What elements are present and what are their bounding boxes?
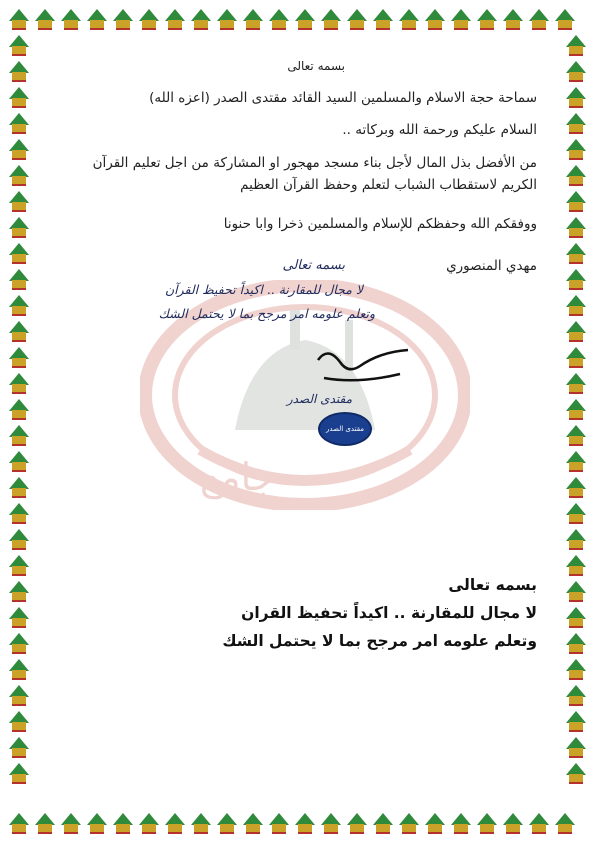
border-ornament-tile bbox=[563, 318, 589, 344]
border-ornament-tile bbox=[32, 6, 58, 32]
border-ornament-tile bbox=[6, 810, 32, 836]
border-ornament-tile bbox=[6, 422, 32, 448]
border-ornament-tile bbox=[6, 240, 32, 266]
border-ornament-tile bbox=[500, 6, 526, 32]
border-ornament-tile bbox=[552, 6, 578, 32]
border-ornament-tile bbox=[563, 370, 589, 396]
border-ornament-tile bbox=[6, 214, 32, 240]
border-ornament-tile bbox=[396, 810, 422, 836]
border-ornament-tile bbox=[344, 6, 370, 32]
border-ornament-tile bbox=[6, 526, 32, 552]
border-ornament-tile bbox=[563, 292, 589, 318]
border-ornament-tile bbox=[563, 58, 589, 84]
border-ornament-tile bbox=[563, 630, 589, 656]
border-ornament-tile bbox=[32, 810, 58, 836]
border-ornament-tile bbox=[563, 396, 589, 422]
border-ornament-tile bbox=[563, 422, 589, 448]
border-left bbox=[6, 32, 32, 810]
border-ornament-tile bbox=[6, 578, 32, 604]
transcription-line-2: وتعلم علومه امر مرجح بما لا يحتمل الشك bbox=[222, 632, 537, 650]
seal-text: مقتدى الصدر bbox=[326, 425, 364, 433]
border-ornament-tile bbox=[110, 810, 136, 836]
border-ornament-tile bbox=[396, 6, 422, 32]
letter-salutation: السلام عليكم ورحمة الله وبركاته .. bbox=[342, 122, 537, 138]
border-ornament-tile bbox=[500, 810, 526, 836]
transcription-line-1: لا مجال للمقارنة .. اكيداً تحفيظ القران bbox=[241, 604, 537, 622]
border-ornament-tile bbox=[563, 552, 589, 578]
border-ornament-tile bbox=[214, 6, 240, 32]
border-ornament-tile bbox=[162, 810, 188, 836]
border-ornament-tile bbox=[563, 136, 589, 162]
border-ornament-tile bbox=[563, 32, 589, 58]
border-ornament-tile bbox=[370, 6, 396, 32]
border-ornament-tile bbox=[110, 6, 136, 32]
seal-stamp bbox=[318, 412, 372, 446]
border-ornament-tile bbox=[6, 84, 32, 110]
border-top bbox=[6, 6, 589, 32]
border-ornament-tile bbox=[292, 6, 318, 32]
border-ornament-tile bbox=[563, 604, 589, 630]
border-ornament-tile bbox=[422, 810, 448, 836]
handwritten-greeting: بسمه تعالى bbox=[282, 258, 345, 273]
border-ornament-tile bbox=[344, 810, 370, 836]
border-ornament-tile bbox=[563, 162, 589, 188]
border-ornament-tile bbox=[563, 84, 589, 110]
border-ornament-tile bbox=[526, 810, 552, 836]
border-ornament-tile bbox=[563, 474, 589, 500]
border-ornament-tile bbox=[563, 682, 589, 708]
border-ornament-tile bbox=[6, 630, 32, 656]
border-ornament-tile bbox=[6, 344, 32, 370]
border-ornament-tile bbox=[6, 32, 32, 58]
border-ornament-tile bbox=[6, 500, 32, 526]
border-ornament-tile bbox=[240, 810, 266, 836]
border-ornament-tile bbox=[563, 500, 589, 526]
border-ornament-tile bbox=[58, 6, 84, 32]
border-ornament-tile bbox=[240, 6, 266, 32]
letter-greeting: بسمه تعالى bbox=[287, 59, 345, 73]
border-ornament-tile bbox=[188, 6, 214, 32]
border-ornament-tile bbox=[563, 526, 589, 552]
border-ornament-tile bbox=[136, 6, 162, 32]
border-ornament-tile bbox=[6, 656, 32, 682]
border-ornament-tile bbox=[563, 110, 589, 136]
border-ornament-tile bbox=[58, 810, 84, 836]
border-ornament-tile bbox=[563, 266, 589, 292]
border-ornament-tile bbox=[6, 604, 32, 630]
border-ornament-tile bbox=[563, 240, 589, 266]
border-ornament-tile bbox=[474, 6, 500, 32]
border-ornament-tile bbox=[563, 708, 589, 734]
border-ornament-tile bbox=[552, 810, 578, 836]
border-ornament-tile bbox=[6, 318, 32, 344]
border-ornament-tile bbox=[526, 6, 552, 32]
border-ornament-tile bbox=[6, 6, 32, 32]
border-ornament-tile bbox=[6, 760, 32, 786]
letter-addressee: سماحة حجة الاسلام والمسلمين السيد القائد مقتدى الصدر (اعزه الله) bbox=[149, 90, 537, 106]
letter-question: من الأفضل بذل المال لأجل بناء مسجد مهجور او المشاركة من اجل تعليم القرآن الكريم لاستقطاب الشباب لتعلم وحفظ القرآن العظيم bbox=[92, 155, 537, 193]
transcription-greeting: بسمه تعالى bbox=[448, 576, 537, 594]
signature-name: مقتدى الصدر bbox=[286, 392, 352, 406]
border-ornament-tile bbox=[448, 810, 474, 836]
border-right bbox=[563, 32, 589, 810]
border-ornament-tile bbox=[266, 6, 292, 32]
border-ornament-tile bbox=[188, 810, 214, 836]
letter-sender: مهدي المنصوري bbox=[446, 258, 537, 274]
border-ornament-tile bbox=[422, 6, 448, 32]
border-ornament-tile bbox=[563, 188, 589, 214]
border-ornament-tile bbox=[84, 810, 110, 836]
border-ornament-tile bbox=[6, 396, 32, 422]
border-ornament-tile bbox=[474, 810, 500, 836]
border-ornament-tile bbox=[6, 162, 32, 188]
watermark-text: جامع bbox=[200, 455, 276, 499]
border-ornament-tile bbox=[370, 810, 396, 836]
border-ornament-tile bbox=[6, 708, 32, 734]
border-bottom bbox=[6, 810, 589, 836]
border-ornament-tile bbox=[6, 734, 32, 760]
border-ornament-tile bbox=[6, 58, 32, 84]
handwritten-line-1: لا مجال للمقارنة .. اكيداً تحفيظ القرآن bbox=[165, 282, 363, 297]
border-ornament-tile bbox=[563, 760, 589, 786]
border-ornament-tile bbox=[214, 810, 240, 836]
border-ornament-tile bbox=[563, 344, 589, 370]
border-ornament-tile bbox=[6, 448, 32, 474]
border-ornament-tile bbox=[6, 110, 32, 136]
border-ornament-tile bbox=[6, 370, 32, 396]
border-ornament-tile bbox=[563, 656, 589, 682]
border-ornament-tile bbox=[136, 810, 162, 836]
border-ornament-tile bbox=[6, 136, 32, 162]
border-ornament-tile bbox=[563, 578, 589, 604]
border-ornament-tile bbox=[6, 682, 32, 708]
border-ornament-tile bbox=[6, 474, 32, 500]
border-ornament-tile bbox=[318, 810, 344, 836]
border-ornament-tile bbox=[292, 810, 318, 836]
border-ornament-tile bbox=[318, 6, 344, 32]
border-ornament-tile bbox=[162, 6, 188, 32]
border-ornament-tile bbox=[563, 448, 589, 474]
border-ornament-tile bbox=[6, 266, 32, 292]
letter-closing: ووفقكم الله وحفظكم للإسلام والمسلمين ذخرا وابا حنونا bbox=[223, 216, 537, 232]
border-ornament-tile bbox=[6, 188, 32, 214]
border-ornament-tile bbox=[563, 734, 589, 760]
border-ornament-tile bbox=[6, 552, 32, 578]
border-ornament-tile bbox=[563, 214, 589, 240]
handwritten-line-2: وتعلم علومه امر مرجح بما لا يحتمل الشك bbox=[158, 306, 375, 321]
border-ornament-tile bbox=[266, 810, 292, 836]
border-ornament-tile bbox=[448, 6, 474, 32]
border-ornament-tile bbox=[84, 6, 110, 32]
border-ornament-tile bbox=[6, 292, 32, 318]
